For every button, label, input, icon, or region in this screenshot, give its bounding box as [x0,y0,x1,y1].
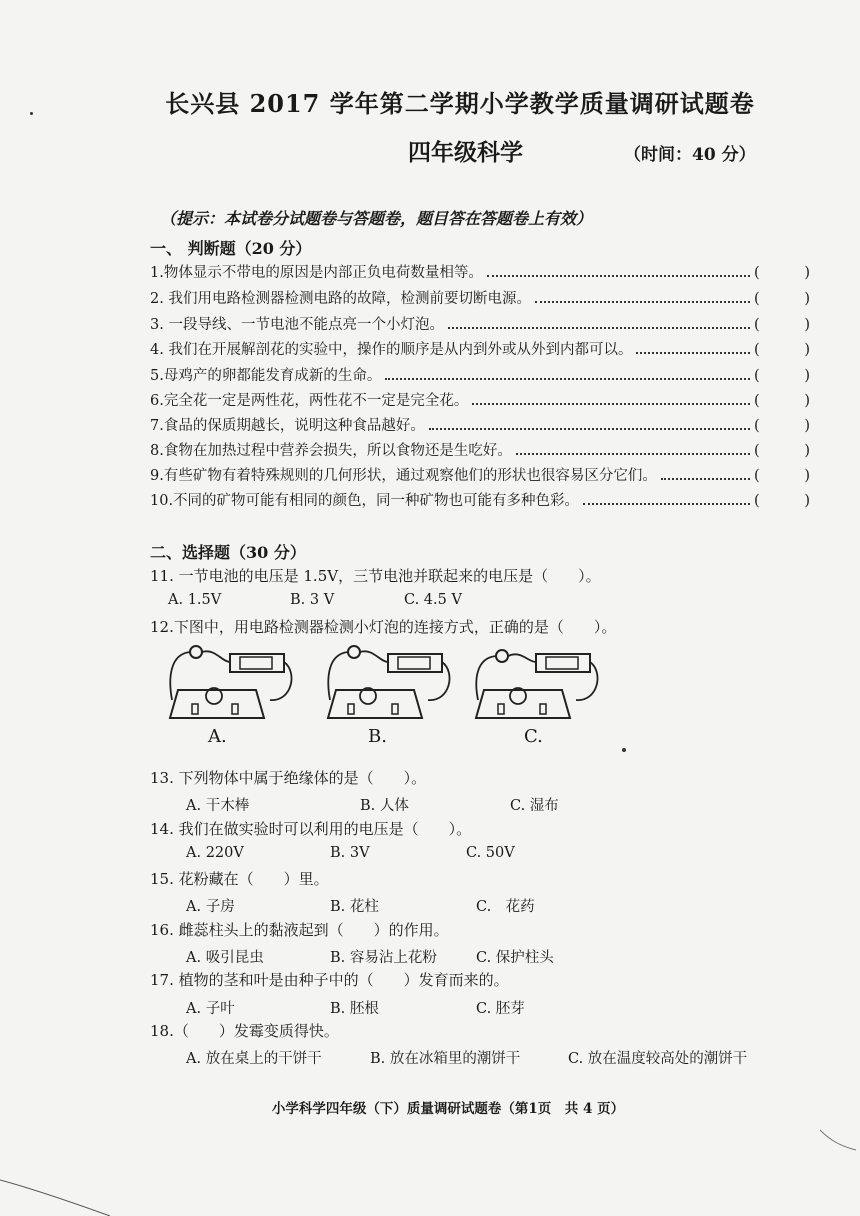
leader-dots [583,491,750,505]
q15-option-c: C. 花药 [476,899,535,915]
leader-dots [429,416,750,430]
q11-option-b: B. 3 V [290,592,335,608]
circuit-label-c: C. [524,726,543,747]
judge-item-7 [150,414,810,436]
judge-item-text: 1.物体显示不带电的原因是内部正负电荷数量相等。 [150,265,483,281]
q18-option-a: A. 放在桌上的干饼干 [186,1051,322,1067]
answer-paren: ( ) [754,265,810,281]
q17-stem: 17. 植物的茎和叶是由种子中的（ ）发育而来的。 [150,971,509,989]
judge-item-text: 5.母鸡产的卵都能发育成新的生命。 [150,368,382,384]
scan-speck [30,112,33,115]
judge-item-6 [150,389,810,411]
leader-dots [487,263,750,277]
q17-option-b: B. 胚根 [330,1001,379,1017]
answer-paren: ( ) [754,291,810,307]
leader-dots [661,466,750,480]
leader-dots [535,289,750,303]
answer-paren: ( ) [754,393,810,409]
q11-option-c: C. 4.5 V [404,592,462,608]
q15-option-b: B. 花柱 [330,899,379,915]
section2-heading: 二、选择题（30 分） [150,543,306,562]
q12-stem: 12.下图中，用电路检测器检测小灯泡的连接方式，正确的是（ ）。 [150,618,617,636]
judge-item-text: 8.食物在加热过程中营养会损失，所以食物还是生吃好。 [150,443,512,459]
judge-item-10 [150,489,810,511]
q13-stem: 13. 下列物体中属于绝缘体的是（ ）。 [150,769,427,787]
section1-heading: 一、 判断题（20 分） [150,239,312,258]
judge-item-1 [150,261,810,283]
q14-option-b: B. 3V [330,845,370,861]
judge-item-text: 2. 我们用电路检测器检测电路的故障，检测前要切断电源。 [150,291,531,307]
judge-item-4 [150,338,810,360]
q11-option-a: A. 1.5V [168,592,222,608]
judge-item-text: 6.完全花一定是两性花，两性花不一定是完全花。 [150,393,469,409]
circuit-diagram-a [160,638,300,728]
page-footer: 小学科学四年级（下）质量调研试题卷（第1页 共 4 页） [271,1101,625,1117]
q15-option-a: A. 子房 [186,899,235,915]
q11-stem: 11. 一节电池的电压是 1.5V，三节电池并联起来的电压是（ ）。 [150,567,601,585]
q14-option-c: C. 50V [466,845,515,861]
q16-option-a: A. 吸引昆虫 [186,950,264,966]
q16-option-c: C. 保护柱头 [476,950,554,966]
leader-dots [385,366,750,380]
q17-option-a: A. 子叶 [186,1001,235,1017]
q17-option-c: C. 胚芽 [476,1001,525,1017]
answer-paren: ( ) [754,317,810,333]
judge-item-3 [150,313,810,335]
circuit-label-b: B. [368,726,387,747]
q16-option-b: B. 容易沾上花粉 [330,950,437,966]
answer-paren: ( ) [754,443,810,459]
q18-stem: 18.（ ）发霉变质得快。 [150,1022,339,1040]
q14-stem: 14. 我们在做实验时可以利用的电压是（ ）。 [150,820,472,838]
answer-paren: ( ) [754,468,810,484]
judge-item-text: 4. 我们在开展解剖花的实验中，操作的顺序是从内到外或从外到内都可以。 [150,342,633,358]
q18-option-b: B. 放在冰箱里的潮饼干 [370,1051,521,1067]
circuit-diagram-c [466,638,606,728]
judge-item-text: 10.不同的矿物可能有相同的颜色，同一种矿物也可能有多种色彩。 [150,493,580,509]
q13-option-c: C. 湿布 [510,798,559,814]
judge-item-text: 7.食品的保质期越长，说明这种食品越好。 [150,418,425,434]
leader-dots [516,441,750,455]
judge-item-5 [150,364,810,386]
judge-item-8 [150,439,810,461]
leader-dots [448,315,750,329]
answer-paren: ( ) [754,418,810,434]
circuit-diagram-b [318,638,458,728]
circuit-label-a: A. [208,726,227,747]
q18-option-c: C. 放在温度较高处的潮饼干 [568,1051,748,1067]
scan-speck [622,748,626,752]
leader-dots [472,391,750,405]
q14-option-a: A. 220V [186,845,244,861]
q13-option-a: A. 干木棒 [186,798,250,814]
judge-item-2 [150,287,810,309]
q13-option-b: B. 人体 [360,798,409,814]
leader-dots [636,340,750,354]
exam-title: 长兴县 2017 学年第二学期小学教学质量调研试题卷 [165,89,755,118]
judge-item-text: 3. 一段导线、一节电池不能点亮一个小灯泡。 [150,317,444,333]
answer-paren: ( ) [754,368,810,384]
judge-item-9 [150,464,810,486]
scan-edge-mark [0,1140,120,1216]
answer-paren: ( ) [754,342,810,358]
judge-item-text: 9.有些矿物有着特殊规则的几何形状，通过观察他们的形状也很容易区分它们。 [150,468,657,484]
answer-paren: ( ) [754,493,810,509]
scan-edge-mark [800,1110,860,1170]
q15-stem: 15. 花粉藏在（ ）里。 [150,870,329,888]
exam-notice: （提示：本试卷分试题卷与答题卷，题目答在答题卷上有效） [160,209,593,228]
exam-subtitle: 四年级科学 [408,139,523,166]
exam-time: （时间：40 分） [624,145,756,165]
q16-stem: 16. 雌蕊柱头上的黏液起到（ ）的作用。 [150,921,449,939]
